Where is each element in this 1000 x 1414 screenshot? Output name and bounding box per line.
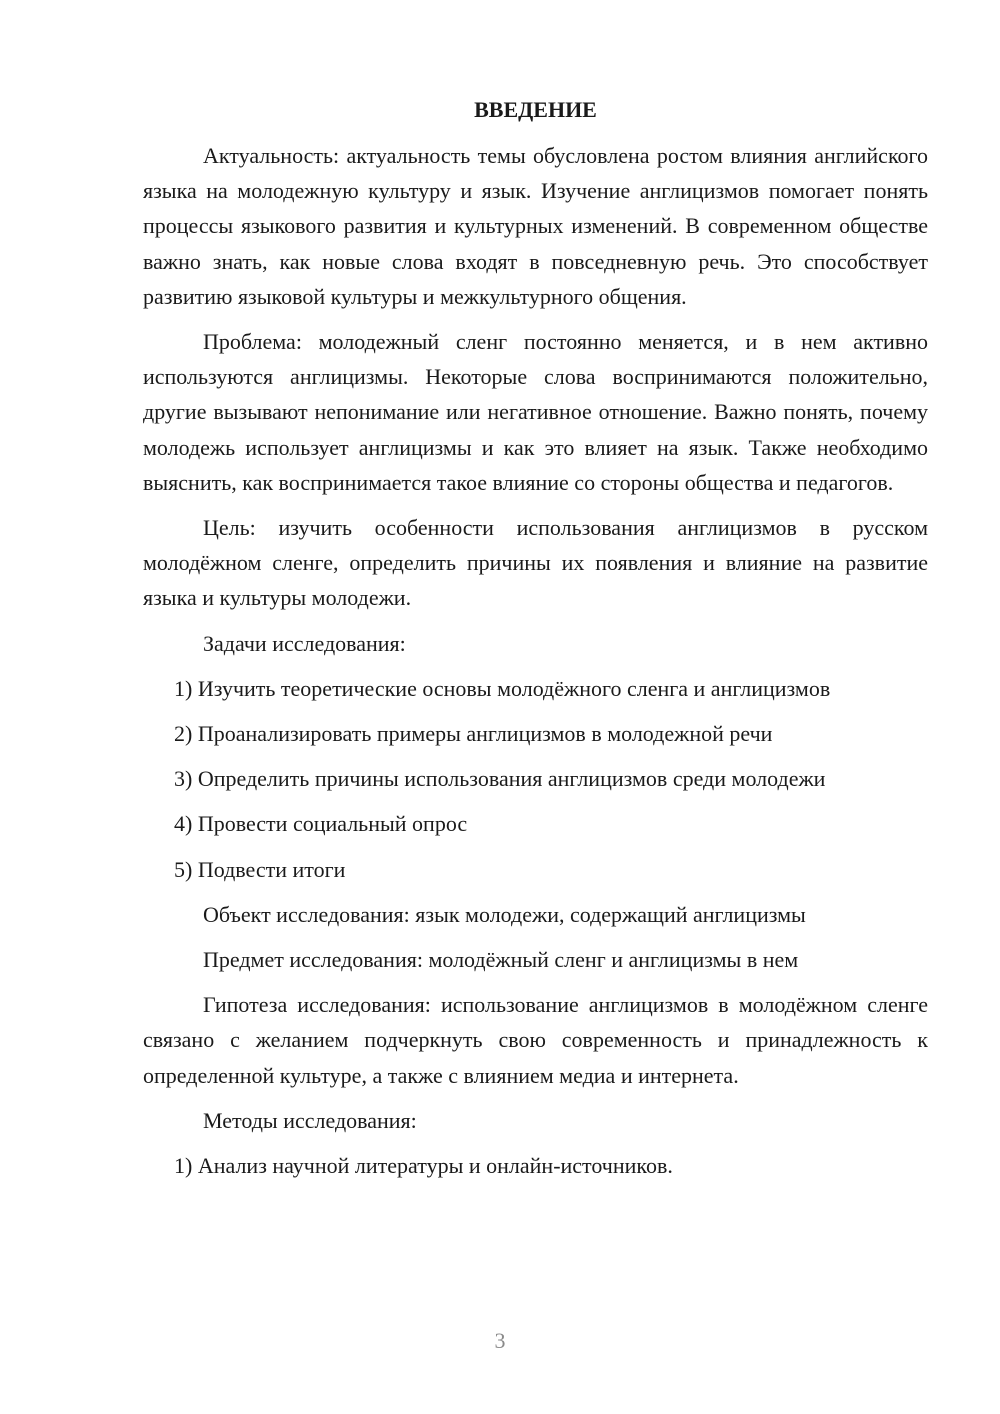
methods-heading: Методы исследования:: [203, 1107, 417, 1133]
relevance-paragraph: Актуальность: актуальность темы обусловлена ростом влияния английского языка на молодежную культуру и язык. Изучение англицизмов помогает понять процессы языкового развития и культурных изменений. В современном обществе важно знать, как новые слова входят в повседневную речь. Это способствует развитию языковой культуры и межкультурного общения.: [143, 143, 928, 309]
tasks-heading: Задачи исследования:: [203, 630, 406, 656]
document-page: [143, 92, 928, 1193]
object-line: Объект исследования: язык молодежи, содержащий англицизмы: [203, 901, 806, 927]
task-item: 2) Проанализировать примеры англицизмов в молодежной речи: [174, 721, 773, 747]
method-item: 1) Анализ научной литературы и онлайн-источников.: [174, 1153, 673, 1179]
subject-line: Предмет исследования: молодёжный сленг и англицизмы в нем: [203, 947, 799, 973]
hypothesis-paragraph: Гипотеза исследования: использование англицизмов в молодёжном сленге связано с желанием подчеркнуть свою современность и принадлежность к определенной культуре, а также с влиянием медиа и интернета.: [143, 992, 928, 1088]
page-number: 3: [494, 1328, 506, 1353]
task-item: 5) Подвести итоги: [174, 856, 346, 882]
task-item: 1) Изучить теоретические основы молодёжного сленга и англицизмов: [174, 675, 831, 701]
problem-paragraph: Проблема: молодежный сленг постоянно меняется, и в нем активно используются англицизмы. Некоторые слова воспринимаются положительно, другие вызывают непонимание или негативное отношение. Важно понять, почему молодежь использует англицизмы и как это влияет на язык. Также необходимо выяснить, как воспринимается такое влияние со стороны общества и педагогов.: [143, 329, 928, 495]
task-item: 4) Провести социальный опрос: [174, 811, 468, 837]
page-title: ВВЕДЕНИЕ: [474, 97, 597, 122]
task-item: 3) Определить причины использования англицизмов среди молодежи: [174, 766, 826, 792]
goal-paragraph: Цель: изучить особенности использования англицизмов в русском молодёжном сленге, определить причины их появления и влияние на развитие языка и культуры молодежи.: [143, 515, 928, 611]
